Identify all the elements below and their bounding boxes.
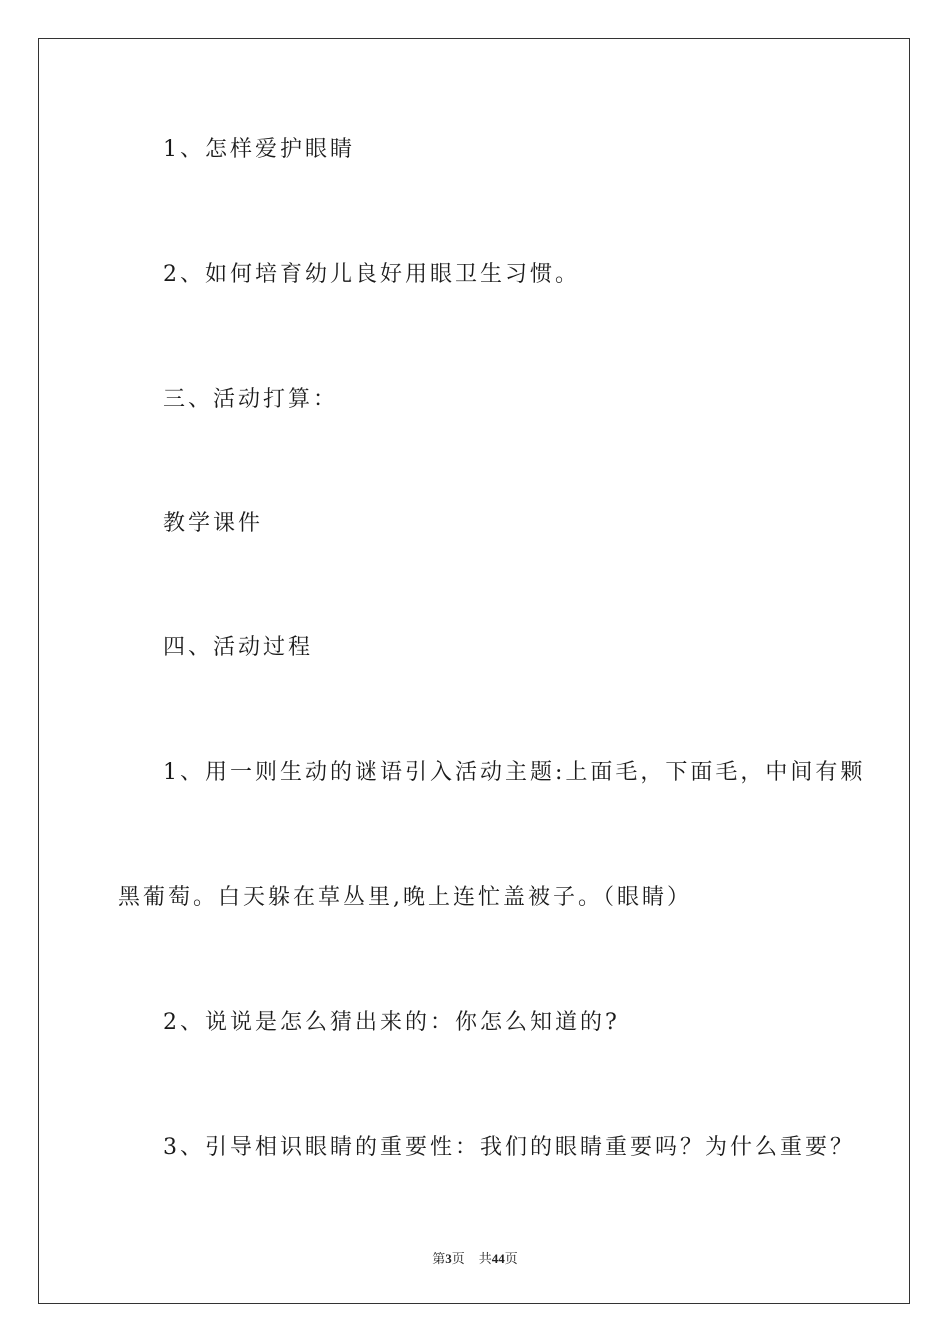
page-footer bbox=[0, 1248, 950, 1267]
footer-page-number: 3 bbox=[445, 1251, 452, 1266]
footer-total-suffix: 页 bbox=[504, 1251, 518, 1266]
text-line-7: 黑葡萄。白天躲在草丛里,晚上连忙盖被子。（眼睛） bbox=[118, 885, 692, 910]
text-line-1: 1、怎样爱护眼睛 bbox=[163, 137, 355, 162]
text-line-9: 3、引导相识眼睛的重要性：我们的眼睛重要吗？为什么重要？ bbox=[163, 1135, 855, 1160]
text-line-8: 2、说说是怎么猜出来的：你怎么知道的? bbox=[163, 1010, 620, 1035]
text-line-4: 教学课件 bbox=[163, 511, 264, 536]
footer-total-prefix: 共 bbox=[478, 1251, 492, 1266]
section-heading-3: 三、活动打算： bbox=[163, 387, 339, 412]
footer-page-prefix: 第 bbox=[432, 1251, 446, 1266]
section-heading-4: 四、活动过程 bbox=[163, 635, 314, 660]
text-line-6: 1、用一则生动的谜语引入活动主题:上面毛，下面毛，中间有颗 bbox=[163, 760, 866, 785]
page-border bbox=[38, 38, 910, 1304]
footer-total-number: 44 bbox=[491, 1251, 505, 1266]
footer-page-suffix: 页 bbox=[451, 1251, 465, 1266]
text-line-2: 2、如何培育幼儿良好用眼卫生习惯。 bbox=[163, 262, 580, 287]
